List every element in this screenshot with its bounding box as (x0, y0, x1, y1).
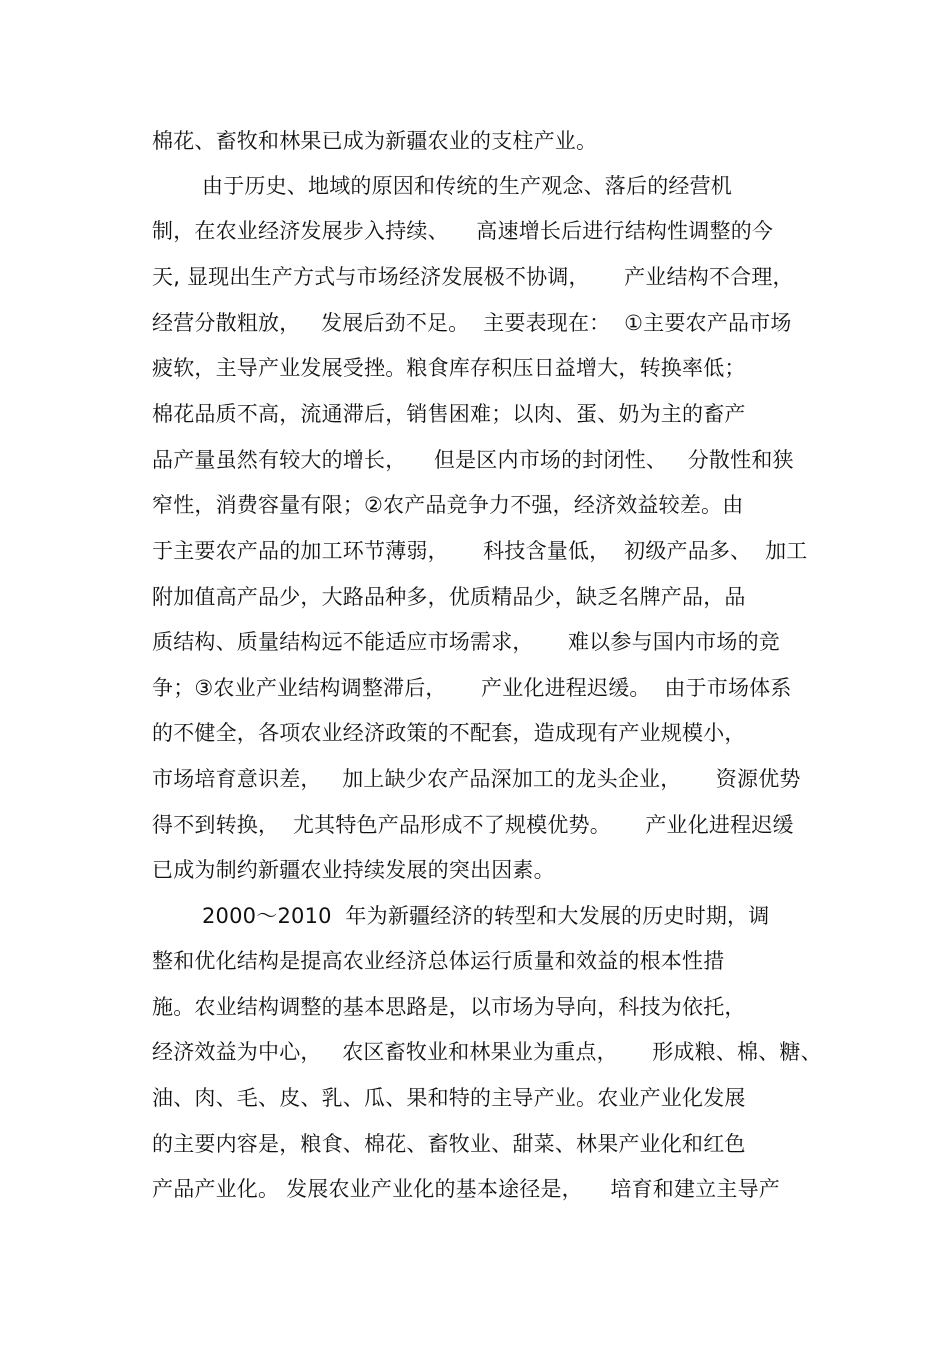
text-line: 品产量虽然有较大的增长， 但是区内市场的封闭性、 分散性和狭 (152, 448, 794, 472)
text-line: 疲软，主导产业发展受挫。粮食库存积压日益增大，转换率低； (152, 356, 746, 380)
text-line: 得不到转换， 尤其特色产品形成不了规模优势。 产业化进程迟缓 (152, 813, 794, 837)
text-line: 天, 显现出生产方式与市场经济发展极不协调， 产业结构不合理， (152, 265, 794, 289)
text-line: 经营分散粗放， 发展后劲不足。 主要表现在： ①主要农产品市场 (152, 311, 792, 335)
text-line: 市场培育意识差， 加上缺少农产品深加工的龙头企业， 资源优势 (152, 767, 801, 791)
text-line: 争；③农业产业结构调整滞后， 产业化进程迟缓。 由于市场体系 (152, 676, 792, 700)
text-line: 棉花品质不高，流通滞后，销售困难；以肉、蛋、奶为主的畜产 (152, 402, 746, 426)
text-line: 于主要农产品的加工环节薄弱， 科技含量低， 初级产品多、 加工 (152, 539, 808, 563)
text-line: 施。农业结构调整的基本思路是，以市场为导向，科技为依托， (152, 995, 746, 1019)
text-line: 附加值高产品少，大路品种多，优质精品少，缺乏名牌产品，品 (152, 585, 746, 609)
text-line: 的不健全，各项农业经济政策的不配套，造成现有产业规模小， (152, 721, 746, 745)
text-line: 窄性，消费容量有限；②农产品竞争力不强，经济效益较差。由 (152, 493, 744, 517)
text-line: 经济效益为中心， 农区畜牧业和林果业为重点， 形成粮、棉、糖、 (152, 1040, 822, 1064)
text-line: 制，在农业经济发展步入持续、 高速增长后进行结构性调整的今 (152, 219, 774, 243)
text-line: 已成为制约新疆农业持续发展的突出因素。 (152, 858, 555, 882)
text-line: 产品产业化。 发展农业产业化的基本途径是， 培育和建立主导产 (152, 1177, 780, 1201)
paragraph-start-line: 由于历史、地域的原因和传统的生产观念、落后的经营机 (202, 174, 732, 198)
text-line: 棉花、畜牧和林果已成为新疆农业的支柱产业。 (152, 129, 598, 153)
text-line: 整和优化结构是提高农业经济总体运行质量和效益的根本性措 (152, 949, 725, 973)
paragraph-start-line: 2000～2010 年为新疆经济的转型和大发展的历史时期，调 (202, 904, 770, 928)
text-line: 的主要内容是，粮食、棉花、畜牧业、甜菜、林果产业化和红色 (152, 1132, 746, 1156)
text-line: 质结构、质量结构远不能适应市场需求， 难以参与国内市场的竞 (152, 630, 780, 654)
text-line: 油、肉、毛、皮、乳、瓜、果和特的主导产业。农业产业化发展 (152, 1086, 746, 1110)
